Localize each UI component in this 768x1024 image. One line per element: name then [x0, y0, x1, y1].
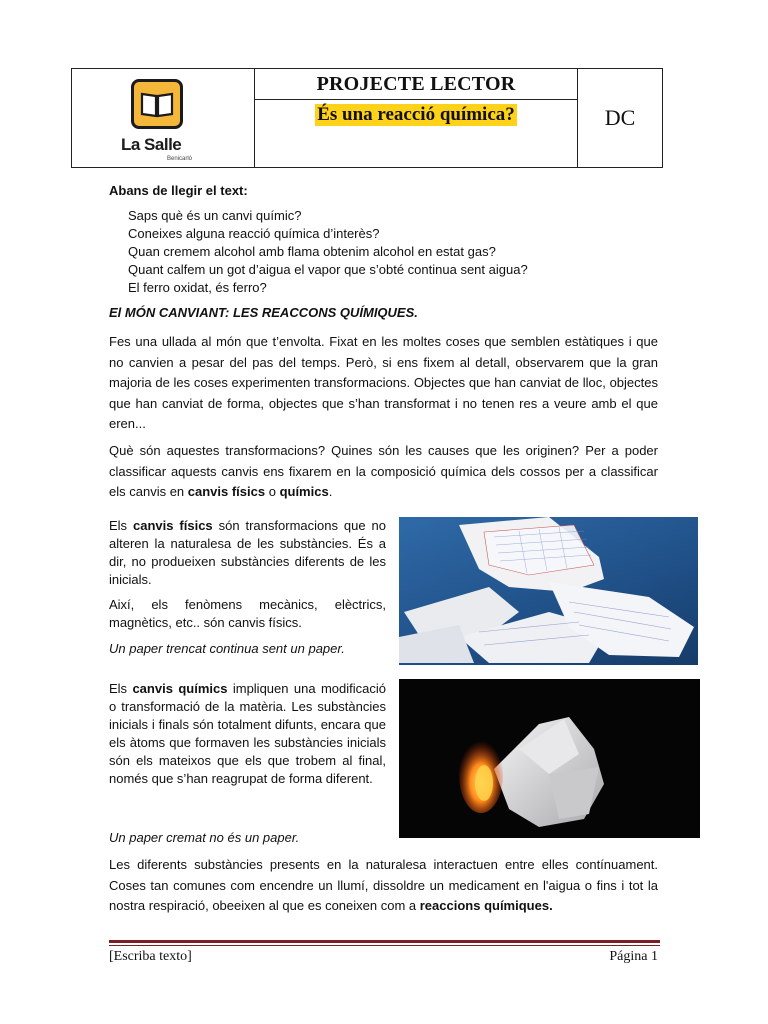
footer-rule: [109, 940, 660, 943]
footer-text: [Escriba texto]: [109, 949, 192, 964]
burning-paper-photo: [399, 679, 700, 838]
torn-paper-photo: [399, 517, 698, 665]
lasalle-logo: [121, 77, 211, 163]
header-table: [71, 68, 663, 168]
footer-rule-thin: [109, 945, 660, 946]
question-item: Coneixes alguna reacció química d’interès?: [128, 226, 380, 241]
pre-reading-questions: [128, 207, 528, 297]
page-subtitle: [255, 100, 577, 126]
question-item: Quant calfem un got d’aigua el vapor que s’obté continua sent aigua?: [128, 262, 528, 277]
term-reaccions-quimiques: reaccions químiques.: [419, 898, 553, 913]
term-canvis-fisics: canvis físics: [187, 484, 266, 499]
physical-caption: Un paper trencat continua sent un paper.: [109, 641, 345, 656]
chemical-changes-paragraph: Els canvis químics impliquen una modificació o transformació de la matèria. Les substàncies inicials i finals són totalment difunts, encara que els àtoms que formaven les substàncies inicials són els mateixos que els que trobem al final, només que s’han reagrupat de forma diferent.: [109, 681, 386, 786]
subtitle-highlight: És una reacció química?: [317, 104, 515, 125]
physical-changes-paragraph: Els canvis físics són transformacions que no alteren la naturalesa de les substàncies. És a dir, no produeixen substàncies diferents de les inicials.: [109, 518, 386, 587]
question-item: Quan cremem alcohol amb flama obtenim alcohol en estat gas?: [128, 244, 496, 259]
title-cell: [255, 69, 578, 167]
term-quimics: químics: [279, 484, 329, 499]
book-icon: [131, 79, 183, 129]
chemical-caption: Un paper cremat no és un paper.: [109, 830, 300, 845]
question-item: El ferro oxidat, és ferro?: [128, 280, 267, 295]
question-item: Saps què és un canvi químic?: [128, 208, 302, 223]
paragraph-intro: Fes una ullada al món que t’envolta. Fixat en les moltes coses que semblen estàtiques i que no canvien a pesar del pas del temps. Però, si ens fixem al detall, observarem que la gran majoria de les coses experimenten transformacions. Objectes que han canviat de lloc, objectes que han canviat de forma, objectes que s’han transformat i no tenen res a veure amb el que eren...: [109, 334, 658, 431]
section-title: El MÓN CANVIANT: LES REACCONS QUÍMIQUES.: [109, 305, 418, 320]
physical-examples-paragraph: Així, els fenòmens mecànics, elèctrics, magnètics, etc.. són canvis físics.: [109, 597, 386, 630]
paragraph-classification: Què són aquestes transformacions? Quines són les causes que les originen? Per a poder classificar aquests canvis ens fixarem en la composició química dels cossos per a classificar els canvis en canvis físics o químics.: [109, 443, 658, 499]
pre-reading-heading: Abans de llegir el text:: [109, 183, 248, 198]
logo-wordmark: La Salle: [121, 135, 182, 154]
code-cell: DC: [604, 105, 636, 130]
logo-subtext: Benicarló: [167, 156, 193, 162]
logo-cell: [72, 69, 255, 167]
page-title: PROJECTE LECTOR: [255, 69, 577, 100]
page-number: Página 1: [609, 949, 658, 964]
paragraph-reactions: Les diferents substàncies presents en la naturalesa interactuen entre elles contínuament. Coses tan comunes com encendre un llumí, dissoldre un medicament en l'aigua o fins i tot la nostra respiració, obeeixen al que es coneixen com a reaccions químiques.: [109, 857, 658, 913]
